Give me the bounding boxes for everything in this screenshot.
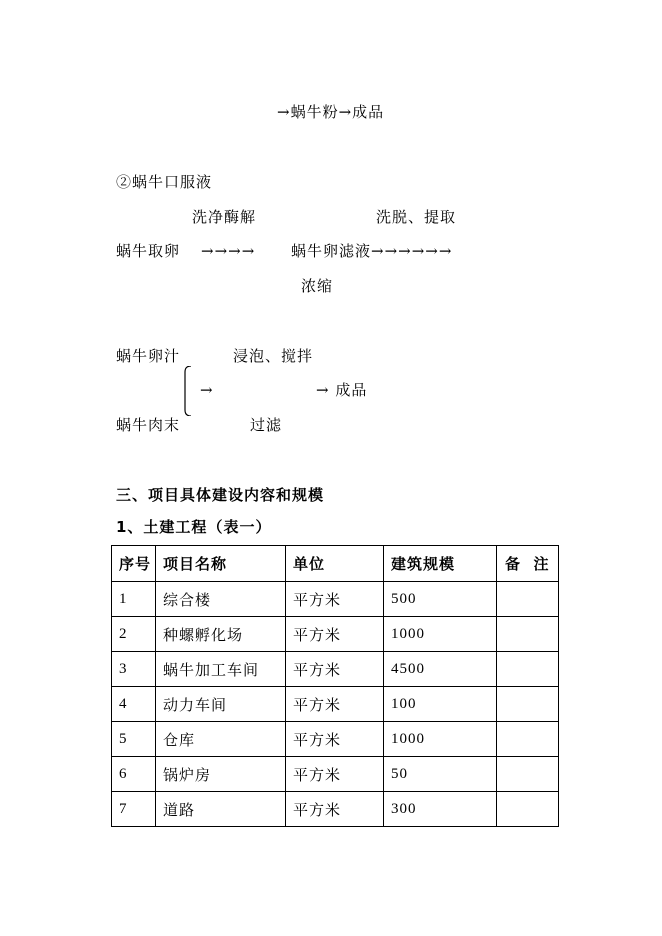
cell-name: 仓库 bbox=[156, 722, 286, 757]
table-row bbox=[112, 722, 559, 757]
cell-remark bbox=[497, 757, 559, 792]
cell-no: 1 bbox=[112, 582, 156, 617]
cell-no: 6 bbox=[112, 757, 156, 792]
cell-scale: 4500 bbox=[384, 652, 497, 687]
col-header-unit: 单位 bbox=[286, 546, 384, 582]
col-header-name: 项目名称 bbox=[156, 546, 286, 582]
cell-no: 7 bbox=[112, 792, 156, 827]
snail-meat-powder: 蜗牛肉末 bbox=[116, 416, 181, 434]
cell-scale: 1000 bbox=[384, 722, 497, 757]
cell-remark bbox=[497, 792, 559, 827]
cell-scale: 300 bbox=[384, 792, 497, 827]
step-filter: 过滤 bbox=[250, 416, 283, 434]
cell-remark bbox=[497, 617, 559, 652]
col-header-scale: 建筑规模 bbox=[384, 546, 497, 582]
flow-line-powder: →蜗牛粉→成品 bbox=[277, 103, 385, 121]
cell-scale: 50 bbox=[384, 757, 497, 792]
cell-unit: 平方米 bbox=[286, 617, 384, 652]
cell-unit: 平方米 bbox=[286, 652, 384, 687]
cell-unit: 平方米 bbox=[286, 687, 384, 722]
cell-no: 5 bbox=[112, 722, 156, 757]
cell-no: 4 bbox=[112, 687, 156, 722]
table-row bbox=[112, 617, 559, 652]
cell-name: 道路 bbox=[156, 792, 286, 827]
table-header-row bbox=[112, 546, 559, 582]
cell-scale: 1000 bbox=[384, 617, 497, 652]
flow-arrows: →→→→ bbox=[201, 242, 256, 260]
table-row bbox=[112, 757, 559, 792]
merge-brace bbox=[184, 366, 192, 416]
table-row bbox=[112, 687, 559, 722]
cell-unit: 平方米 bbox=[286, 792, 384, 827]
cell-name: 种螺孵化场 bbox=[156, 617, 286, 652]
egg-filtrate: 蜗牛卵滤液→→→→→→ bbox=[291, 242, 453, 260]
col-header-no: 序号 bbox=[112, 546, 156, 582]
cell-scale: 100 bbox=[384, 687, 497, 722]
table-row bbox=[112, 582, 559, 617]
cell-name: 综合楼 bbox=[156, 582, 286, 617]
cell-name: 蜗牛加工车间 bbox=[156, 652, 286, 687]
cell-remark bbox=[497, 582, 559, 617]
final-product: → 成品 bbox=[316, 381, 368, 399]
cell-scale: 500 bbox=[384, 582, 497, 617]
cell-name: 动力车间 bbox=[156, 687, 286, 722]
cell-unit: 平方米 bbox=[286, 722, 384, 757]
step-concentrate: 浓缩 bbox=[301, 277, 334, 295]
step-elute-extract: 洗脱、提取 bbox=[376, 208, 457, 226]
cell-no: 3 bbox=[112, 652, 156, 687]
cell-name: 锅炉房 bbox=[156, 757, 286, 792]
cell-remark bbox=[497, 652, 559, 687]
col-header-remark: 备 注 bbox=[497, 546, 559, 582]
snail-egg-juice: 蜗牛卵汁 bbox=[116, 347, 181, 365]
table-row bbox=[112, 792, 559, 827]
step-soak-stir: 浸泡、搅拌 bbox=[233, 347, 314, 365]
section-heading: 三、项目具体建设内容和规模 bbox=[116, 486, 325, 504]
oral-liquid-title: ②蜗牛口服液 bbox=[116, 173, 213, 191]
table-row bbox=[112, 652, 559, 687]
cell-no: 2 bbox=[112, 617, 156, 652]
cell-remark bbox=[497, 722, 559, 757]
cell-unit: 平方米 bbox=[286, 582, 384, 617]
snail-egg-source: 蜗牛取卵 bbox=[116, 242, 181, 260]
table-caption: 1、土建工程（表一） bbox=[116, 518, 272, 536]
step-wash-enzymolysis: 洗净酶解 bbox=[192, 208, 257, 226]
cell-unit: 平方米 bbox=[286, 757, 384, 792]
merge-arrow: → bbox=[200, 381, 214, 399]
cell-remark bbox=[497, 687, 559, 722]
construction-table bbox=[111, 545, 559, 827]
